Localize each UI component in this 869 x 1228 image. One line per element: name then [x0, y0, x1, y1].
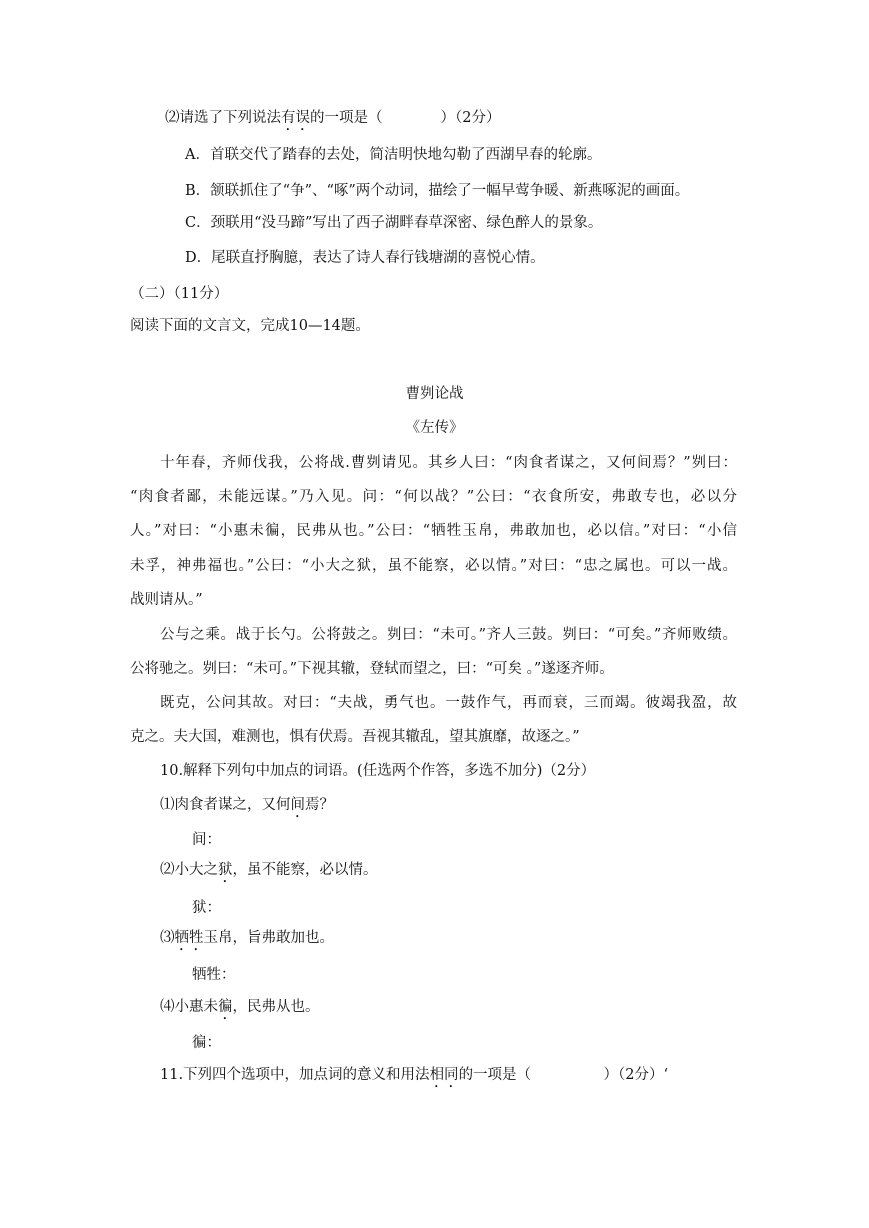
passage-line: 人。”对曰：“小惠未徧，民弗从也。”公曰：“牺牲玉帛，弗敢加也，必以信。”对曰：“小信: [130, 523, 737, 539]
passage-line: 公与之乘。战于长勺。公将鼓之。刿曰：“未可。”齐人三鼓。刿曰：“可矣。”齐师败绩。: [160, 627, 737, 643]
passage-line: 公将驰之。刿曰：“未可。”下视其辙，登轼而望之，曰：“可矣 。”遂逐齐师。: [130, 661, 614, 677]
q11-stem: 11.下列四个选项中，加点词的意义和用法相同的一项是（ ）（2分）‘: [160, 1067, 669, 1083]
q9-2-option-d: D．尾联直抒胸臆，表达了诗人春行钱塘湖的喜悦心情。: [185, 250, 545, 266]
q10-answer-label-1: 间：: [192, 832, 221, 848]
passage-source: 《左传》: [405, 420, 464, 436]
q10-answer-label-3: 牺牲：: [192, 967, 236, 983]
section-heading: （二）（11分）: [130, 286, 229, 302]
q10-item-2: ⑵小大之狱，虽不能察，必以情。: [160, 862, 378, 878]
q10-stem: 10.解释下列句中加点的词语。(任选两个作答，多选不加分)（2分）: [160, 763, 596, 779]
q9-2-option-c: C．颈联用“没马蹄”写出了西子湖畔春草深密、绿色醉人的景象。: [185, 215, 603, 231]
q10-answer-label-4: 徧：: [192, 1035, 221, 1051]
section-instruction: 阅读下面的文言文，完成10—14题。: [130, 318, 370, 334]
q10-item-3: ⑶牺牲玉帛，旨弗敢加也。: [160, 930, 334, 946]
q10-item-1: ⑴肉食者谋之，又何间焉？: [160, 797, 334, 813]
passage-line: 既克，公问其故。对曰：“夫战，勇气也。一鼓作气，再而衰，三而竭。彼竭我盈，故: [160, 695, 737, 711]
q9-2-stem: ⑵请选了下列说法有误的一项是（ ）（2分）: [165, 110, 501, 126]
passage-title: 曹刿论战: [405, 386, 464, 402]
passage-line: 战则请从。”: [130, 592, 203, 608]
passage-line: 克之。夫大国，难测也，惧有伏焉。吾视其辙乱，望其旗靡，故逐之。”: [130, 729, 580, 745]
passage-line: 未孚，神弗福也。”公曰：“小大之狱，虽不能察，必以情。”对曰：“忠之属也。可以一战。: [130, 558, 737, 574]
q9-2-option-b: B．颔联抓住了“争”、“啄”两个动词，描绘了一幅早莺争暖、新燕啄泥的画面。: [185, 183, 690, 199]
passage-line: “肉食者鄙，未能远谋。”乃入见。问：“何以战？”公曰：“衣食所安，弗敢专也，必以分: [130, 489, 737, 505]
q9-2-option-a: A．首联交代了踏春的去处，简洁明快地勾勒了西湖早春的轮廓。: [185, 147, 602, 163]
q10-answer-label-2: 狱：: [192, 900, 221, 916]
passage-line: 十年春，齐师伐我，公将战.曹刿请见。其乡人曰：“肉食者谋之，又何间焉？”刿曰：: [160, 455, 737, 471]
q10-item-4: ⑷小惠未徧，民弗从也。: [160, 999, 320, 1015]
